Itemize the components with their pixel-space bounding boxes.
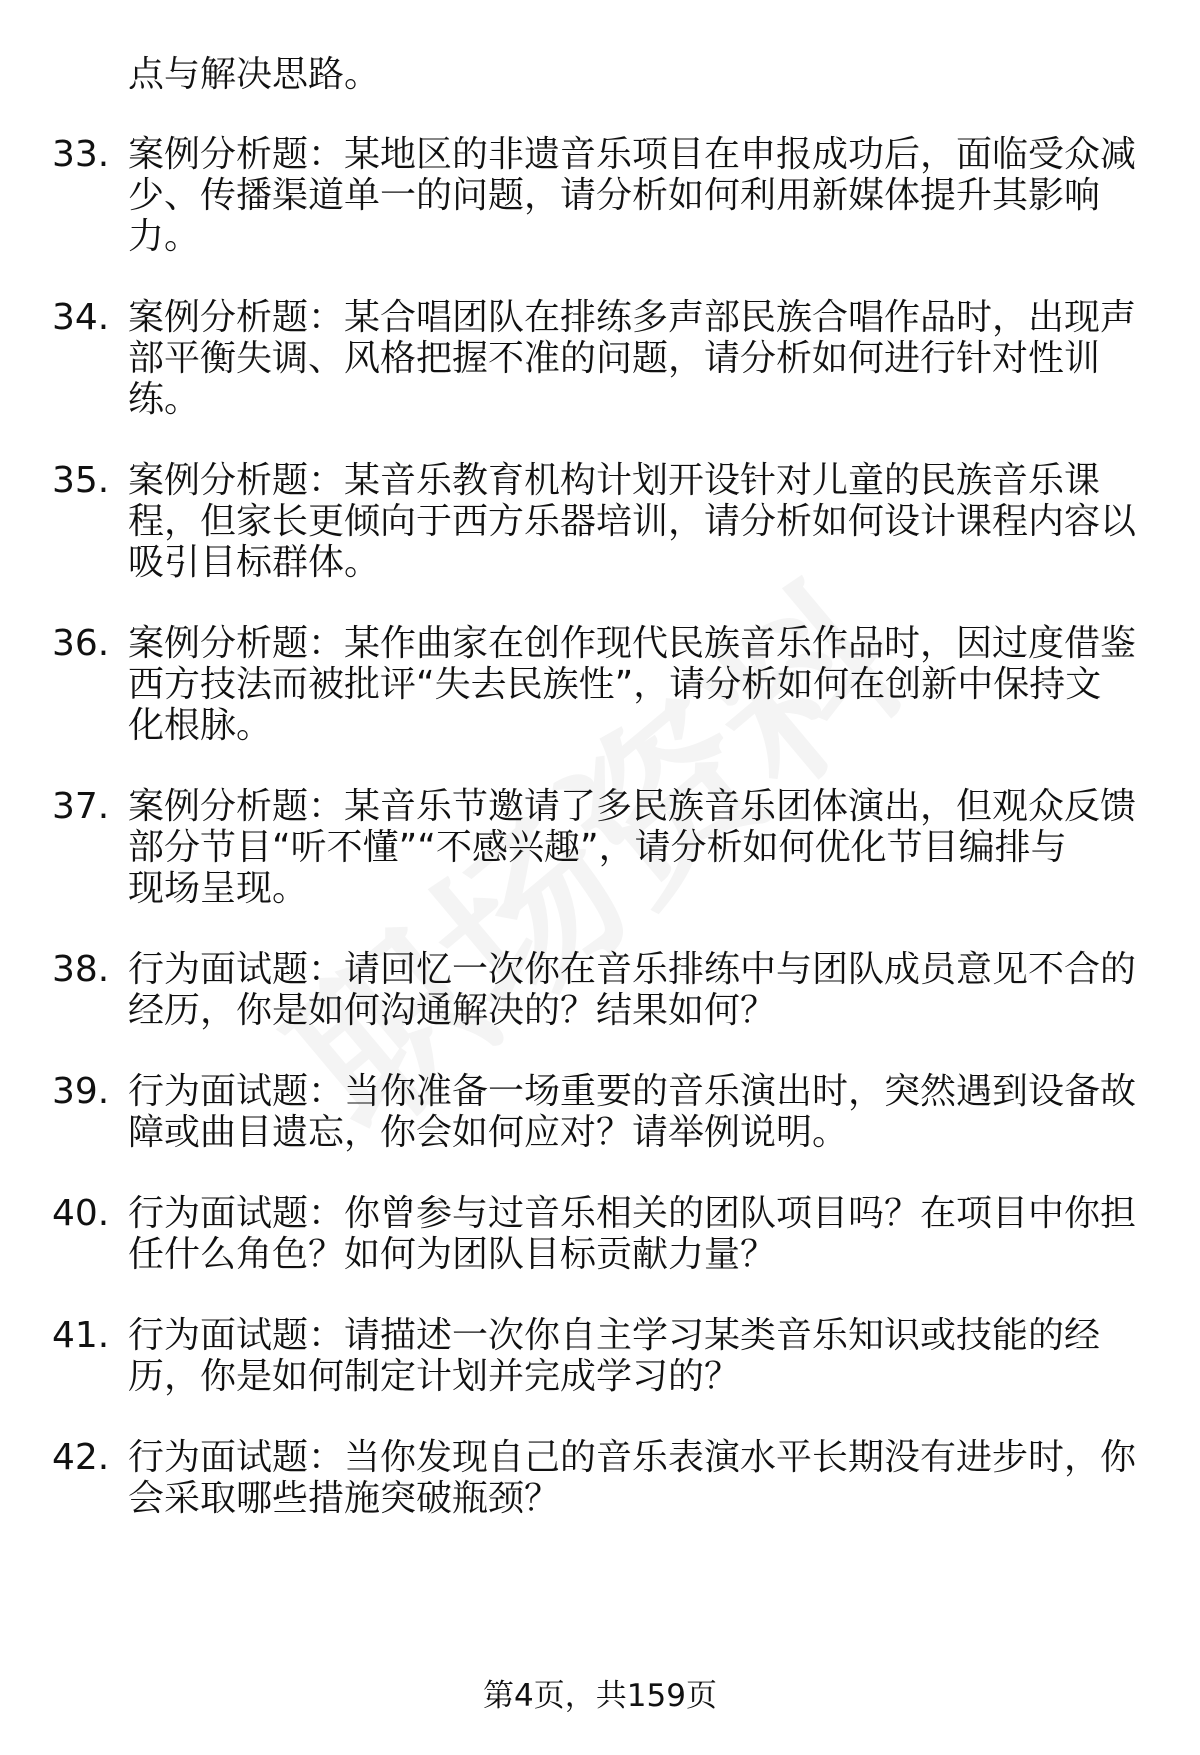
question-number: 42. — [52, 1437, 110, 1478]
question-number: 41. — [52, 1315, 110, 1356]
question-number: 39. — [52, 1071, 110, 1112]
question-line: 行为面试题：请描述一次你自主学习某类音乐知识或技能的经 — [128, 1315, 1101, 1356]
question-line: 任什么角色？如何为团队目标贡献力量？ — [128, 1234, 777, 1275]
question-line: 会采取哪些措施突破瓶颈？ — [128, 1478, 561, 1519]
question-number: 40. — [52, 1193, 110, 1234]
question-line: 经历，你是如何沟通解决的？结果如何？ — [128, 990, 777, 1031]
question-line: 行为面试题：你曾参与过音乐相关的团队项目吗？在项目中你担 — [128, 1193, 1137, 1234]
question-line: 现场呈现。 — [128, 868, 309, 909]
question-line: 案例分析题：某地区的非遗音乐项目在申报成功后，面临受众减 — [128, 134, 1137, 175]
question-line: 少、传播渠道单一的问题，请分析如何利用新媒体提升其影响 — [128, 175, 1101, 216]
question-line: 化根脉。 — [128, 705, 273, 746]
question-number: 33. — [52, 134, 110, 175]
question-line: 部分节目“听不懂”“不感兴趣”，请分析如何优化节目编排与 — [128, 827, 1067, 868]
question-line: 行为面试题：当你准备一场重要的音乐演出时，突然遇到设备故 — [128, 1071, 1137, 1112]
intro-line: 点与解决思路。 — [128, 54, 381, 95]
question-number: 38. — [52, 949, 110, 990]
question-line: 障或曲目遗忘，你会如何应对？请举例说明。 — [128, 1112, 849, 1153]
question-line: 行为面试题：当你发现自己的音乐表演水平长期没有进步时，你 — [128, 1437, 1137, 1478]
question-line: 力。 — [128, 216, 201, 257]
question-line: 吸引目标群体。 — [128, 542, 381, 583]
page-footer: 第4页，共159页 — [483, 1678, 717, 1714]
question-line: 案例分析题：某音乐教育机构计划开设针对儿童的民族音乐课 — [128, 460, 1101, 501]
question-line: 部平衡失调、风格把握不准的问题，请分析如何进行针对性训 — [128, 338, 1101, 379]
question-number: 35. — [52, 460, 110, 501]
question-number: 37. — [52, 786, 110, 827]
question-number: 34. — [52, 297, 110, 338]
question-number: 36. — [52, 623, 110, 664]
question-line: 练。 — [128, 379, 201, 420]
question-line: 案例分析题：某合唱团队在排练多声部民族合唱作品时，出现声 — [128, 297, 1137, 338]
question-line: 案例分析题：某作曲家在创作现代民族音乐作品时，因过度借鉴 — [128, 623, 1137, 664]
question-line: 历，你是如何制定计划并完成学习的？ — [128, 1356, 741, 1397]
question-line: 行为面试题：请回忆一次你在音乐排练中与团队成员意见不合的 — [128, 949, 1137, 990]
question-line: 程，但家长更倾向于西方乐器培训，请分析如何设计课程内容以 — [128, 501, 1137, 542]
question-line: 西方技法而被批评“失去民族性”，请分析如何在创新中保持文 — [128, 664, 1102, 705]
question-line: 案例分析题：某音乐节邀请了多民族音乐团体演出，但观众反馈 — [128, 786, 1137, 827]
